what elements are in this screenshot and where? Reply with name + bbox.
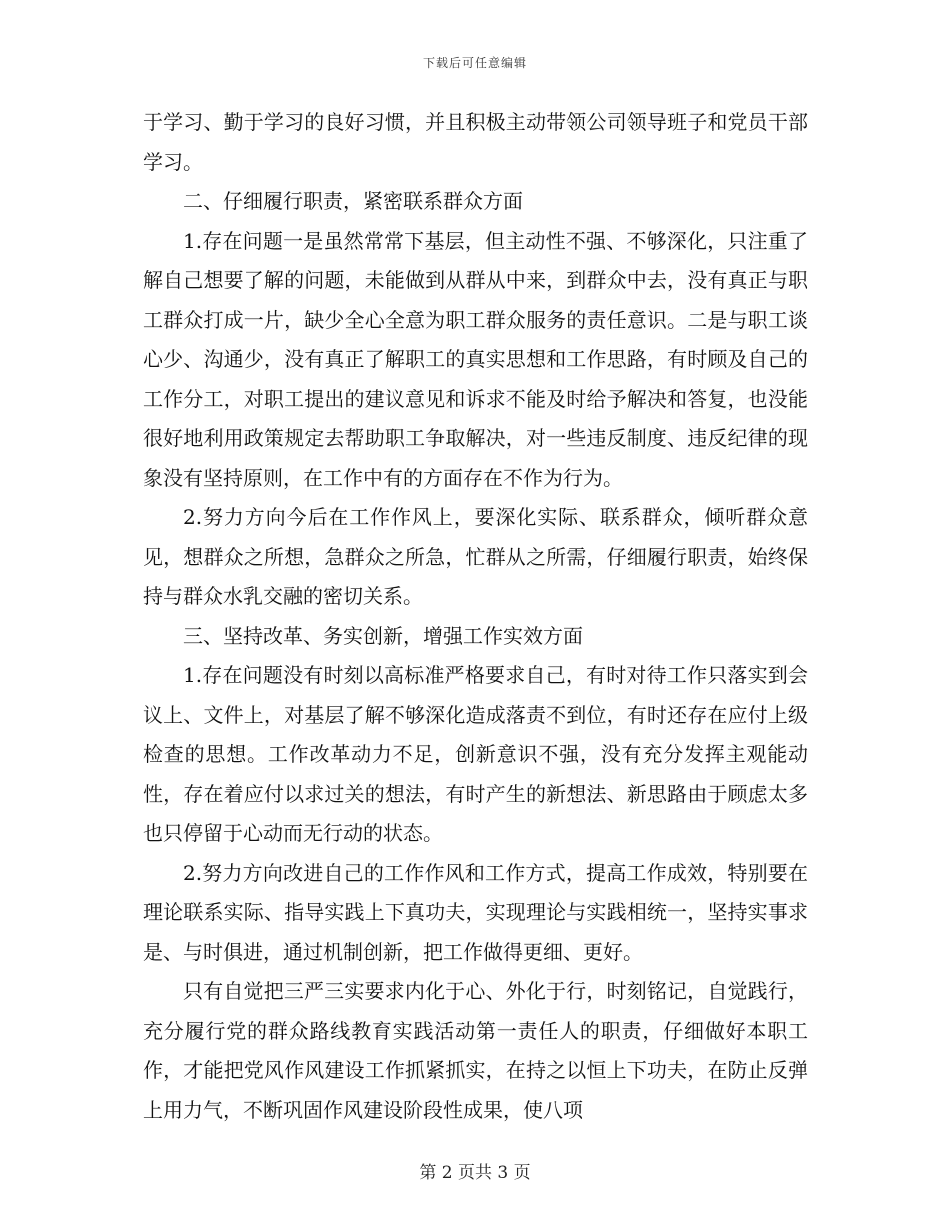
document-body <box>143 103 808 1130</box>
section-heading-2: 二、仔细履行职责，紧密联系群众方面 <box>183 189 523 213</box>
paragraph-6: 1.存在问题没有时刻以高标准严格要求自己，有时对待工作只落实到会议上、文件上，对基层了解不够深化造成落责不到位，有时还存在应付上级检查的思想。工作改革动力不足，创新意识不强，没有充分发挥主观能动性，存在着应付以求过关的想法，有时产生的新想法、新思路由于顾虑太多也只停留于心动而无行动的状态。 <box>143 663 808 845</box>
paragraph-4: 2.努力方向今后在工作作风上，要深化实际、联系群众，倾听群众意见，想群众之所想，急群众之所急，忙群从之所需，仔细履行职责，始终保持与群众水乳交融的密切关系。 <box>143 505 808 608</box>
page-header-note: 下载后可任意编辑 <box>422 56 527 70</box>
paragraph-1: 于学习、勤于学习的良好习惯，并且积极主动带领公司领导班子和党员干部学习。 <box>143 110 808 174</box>
page-number-footer: 第 2 页共 3 页 <box>419 1163 531 1183</box>
paragraph-7: 2.努力方向改进自己的工作作风和工作方式，提高工作成效，特别要在理论联系实际、指导实践上下真功夫，实现理论与实践相统一，坚持实事求是、与时俱进，通过机制创新，把工作做得更细、更好。 <box>143 860 808 964</box>
paragraph-8: 只有自觉把三严三实要求内化于心、外化于行，时刻铭记，自觉践行，充分履行党的群众路线教育实践活动第一责任人的职责，仔细做好本职工作，才能把党风作风建设工作抓紧抓实，在持之以恒上下功夫，在防止反弹上用力气，不断巩固作风建设阶段性成果，使八项 <box>143 979 808 1122</box>
section-heading-3: 三、坚持改革、务实创新，增强工作实效方面 <box>183 623 583 648</box>
paragraph-3: 1.存在问题一是虽然常常下基层，但主动性不强、不够深化，只注重了解自己想要了解的问题，未能做到从群从中来，到群众中去，没有真正与职工群众打成一片，缺少全心全意为职工群众服务的责任意识。二是与职工谈心少、沟通少，没有真正了解职工的真实思想和工作思路，有时顾及自己的工作分工，对职工提出的建议意见和诉求不能及时给予解决和答复，也没能很好地利用政策规定去帮助职工争取解决，对一些违反制度、违反纪律的现象没有坚持原则，在工作中有的方面存在不作为行为。 <box>143 228 808 490</box>
